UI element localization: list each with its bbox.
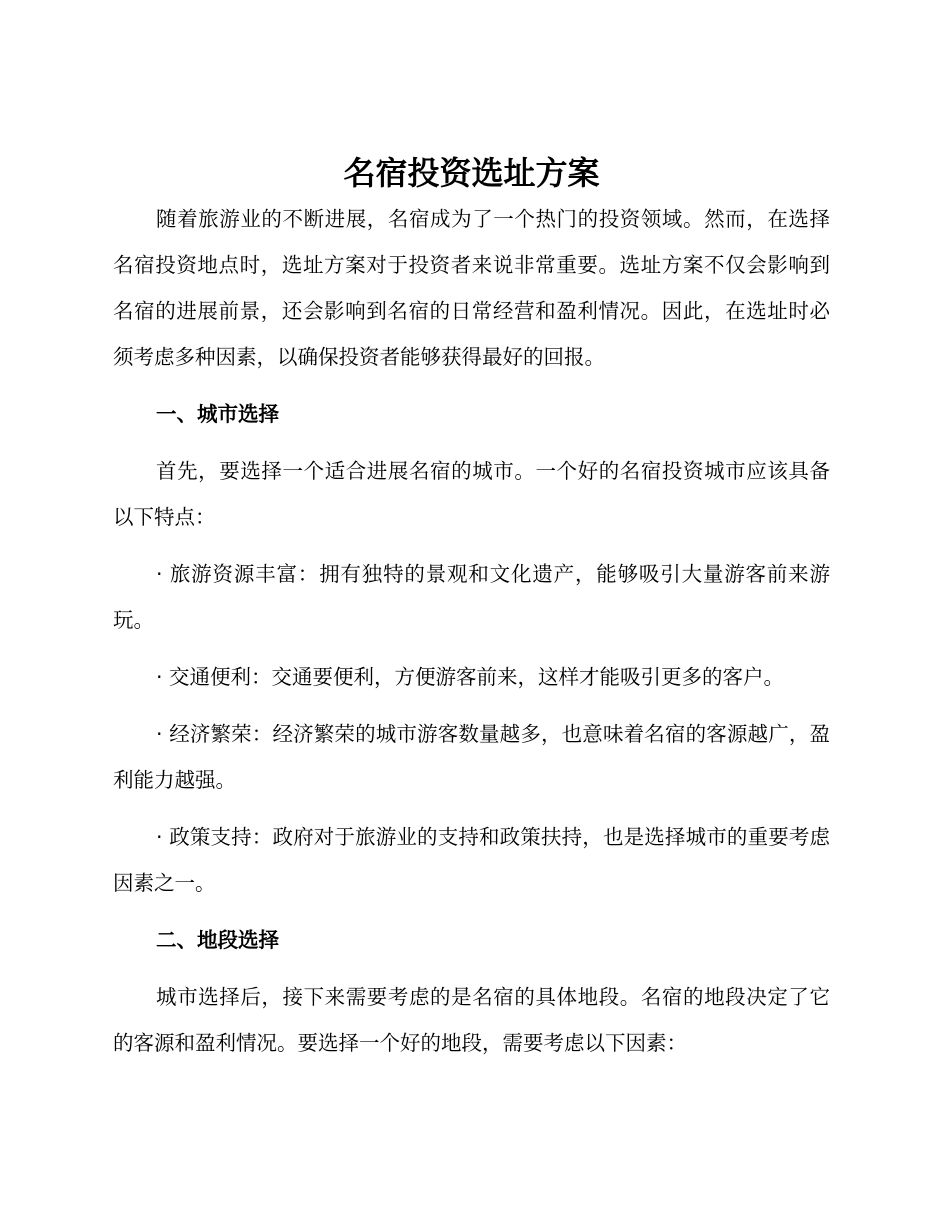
bullet-policy-support: · 政策支持：政府对于旅游业的支持和政策扶持，也是选择城市的重要考虑因素之一。 — [113, 825, 830, 895]
section-2-lead: 城市选择后，接下来需要考虑的是名宿的具体地段。名宿的地段决定了它的客源和盈利情况。要选择一个好的地段，需要考虑以下因素： — [113, 985, 830, 1055]
document-page — [113, 150, 830, 1066]
document-title: 名宿投资选址方案 — [343, 154, 600, 192]
intro-paragraph: 随着旅游业的不断进展，名宿成为了一个热门的投资领域。然而，在选择名宿投资地点时，选址方案对于投资者来说非常重要。选址方案不仅会影响到名宿的进展前景，还会影响到名宿的日常经营和盈利情况。因此，在选址时必须考虑多种因素，以确保投资者能够获得最好的回报。 — [113, 207, 830, 369]
section-2-heading: 二、地段选择 — [156, 928, 279, 952]
bullet-economy: · 经济繁荣：经济繁荣的城市游客数量越多，也意味着名宿的客源越广，盈利能力越强。 — [113, 722, 830, 792]
section-1-heading: 一、城市选择 — [156, 402, 279, 426]
bullet-transportation: · 交通便利：交通要便利，方便游客前来，这样才能吸引更多的客户。 — [156, 665, 785, 689]
bullet-tourism-resources: · 旅游资源丰富：拥有独特的景观和文化遗产，能够吸引大量游客前来游玩。 — [113, 562, 830, 632]
section-1-lead: 首先，要选择一个适合进展名宿的城市。一个好的名宿投资城市应该具备以下特点： — [113, 459, 830, 529]
